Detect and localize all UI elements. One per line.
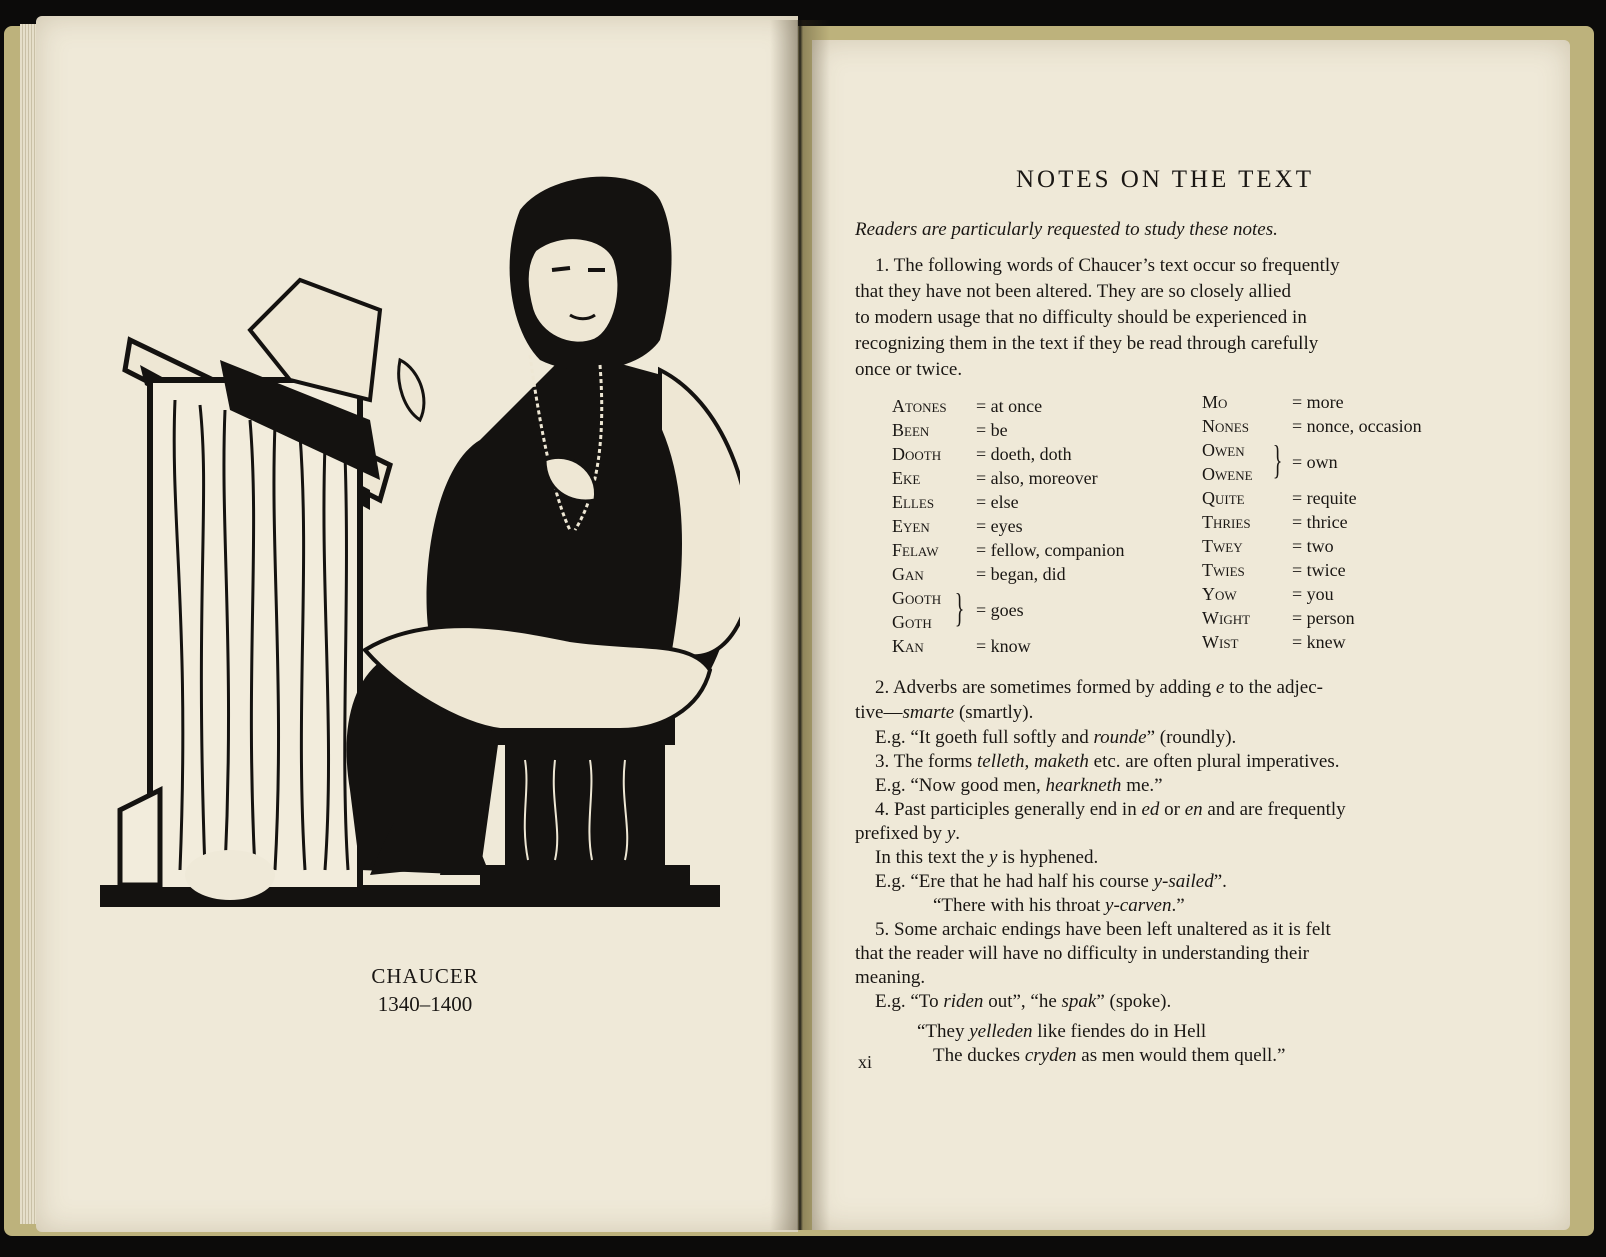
note-text: tive— — [855, 702, 903, 723]
note-4-example-1 — [875, 870, 1227, 894]
note-italic: hearkneth — [1045, 775, 1122, 796]
note-text: prefixed by — [855, 823, 947, 844]
intro-line — [855, 218, 1475, 242]
glossary-left — [892, 396, 1182, 666]
note-4-cont — [855, 822, 960, 846]
glossary-word: Been — [892, 420, 930, 440]
note-1-line: to modern usage that no difficulty should be experienced in — [855, 307, 1307, 328]
glossary-word: Yow — [1202, 584, 1237, 604]
glossary-meaning: = know — [976, 636, 1031, 656]
note-text: E.g. “It goeth full softly and — [875, 727, 1094, 748]
note-text: , — [1024, 751, 1035, 772]
note-text: “There with his throat — [933, 895, 1106, 916]
quote-line-1 — [917, 1020, 1206, 1044]
note-text: . — [955, 823, 960, 844]
page-title: NOTES ON THE TEXT — [1016, 166, 1314, 193]
note-text: E.g. “Now good men, — [875, 775, 1046, 796]
glossary-meaning: = requite — [1292, 488, 1357, 508]
glossary-meaning: = knew — [1292, 632, 1346, 652]
note-italic: smarte — [902, 702, 955, 723]
glossary-meaning: = began, did — [976, 564, 1066, 584]
glossary-word: Eke — [892, 468, 921, 488]
glossary-word: Goth — [892, 612, 932, 632]
note-1-line: once or twice. — [855, 359, 963, 380]
note-2-cont — [855, 701, 1033, 725]
caption-dates: 1340–1400 — [377, 992, 473, 1016]
note-text: E.g. “To — [875, 991, 944, 1012]
note-italic: ed — [1141, 799, 1160, 820]
glossary-word: Thries — [1202, 512, 1251, 532]
note-text: to the adjec- — [1224, 677, 1323, 698]
note-text: out”, “he — [983, 991, 1062, 1012]
note-2 — [875, 676, 1323, 700]
notes-body — [855, 676, 1475, 1076]
glossary-word: Owene — [1202, 464, 1253, 484]
note-text: In this text the — [875, 847, 989, 868]
quote-line-2 — [933, 1044, 1285, 1068]
glossary-word: Wight — [1202, 608, 1251, 628]
note-4 — [875, 798, 1346, 822]
note-italic: yelleden — [969, 1021, 1033, 1042]
glossary-word: Quite — [1202, 488, 1245, 508]
glossary-meaning: = person — [1292, 608, 1355, 628]
note-italic: e — [1215, 677, 1225, 698]
glossary-meaning: = thrice — [1292, 512, 1348, 532]
caption-name: CHAUCER — [371, 964, 479, 988]
glossary-meaning: = more — [1292, 392, 1344, 412]
glossary-word: Mo — [1202, 392, 1228, 412]
note-2-example — [875, 726, 1236, 750]
glossary-meaning: = goes — [976, 600, 1024, 620]
note-italic: maketh — [1034, 751, 1089, 772]
note-5-example — [875, 990, 1171, 1014]
note-1-line: that they have not been altered. They are so closely allied — [855, 281, 1291, 302]
note-text: is hyphened. — [997, 847, 1099, 868]
note-text: ”. — [1213, 871, 1227, 892]
glossary-meaning: = be — [976, 420, 1008, 440]
glossary-meaning: = fellow, companion — [976, 540, 1125, 560]
note-text: “They — [917, 1021, 970, 1042]
glossary-meaning: = twice — [1292, 560, 1346, 580]
note-italic: y-carven — [1105, 895, 1172, 916]
note-5-cont: that the reader will have no difficulty in understanding their — [855, 943, 1309, 964]
note-text: 3. The forms — [875, 751, 978, 772]
note-text: or — [1159, 799, 1185, 820]
brace-icon: } — [1272, 437, 1283, 482]
glossary-word: Dooth — [892, 444, 942, 464]
glossary-meaning: = two — [1292, 536, 1334, 556]
glossary-meaning: = doeth, doth — [976, 444, 1072, 464]
glossary-word: Wist — [1202, 632, 1239, 652]
note-text: me.” — [1121, 775, 1163, 796]
note-text: like fiendes do in Hell — [1032, 1021, 1207, 1042]
note-1-line: recognizing them in the text if they be read through carefully — [855, 333, 1319, 354]
note-text: 4. Past participles generally end in — [875, 799, 1142, 820]
note-text: (smartly). — [954, 702, 1034, 723]
note-text: etc. are often plural imperatives. — [1088, 751, 1340, 772]
note-italic: y — [988, 847, 998, 868]
glossary-word: Twey — [1202, 536, 1243, 556]
note-text: 2. Adverbs are sometimes formed by adding — [875, 677, 1216, 698]
glossary-word: Gan — [892, 564, 924, 584]
note-text: and are frequently — [1202, 799, 1346, 820]
note-text: ” (roundly). — [1146, 727, 1237, 748]
glossary-meaning: = at once — [976, 396, 1043, 416]
note-3-example — [875, 774, 1163, 798]
glossary-word: Kan — [892, 636, 924, 656]
glossary-meaning: = nonce, occasion — [1292, 416, 1422, 436]
note-italic: spak — [1061, 991, 1097, 1012]
glossary-right — [1202, 392, 1472, 662]
note-italic: y — [946, 823, 956, 844]
note-5: 5. Some archaic endings have been left unaltered as it is felt — [875, 919, 1331, 940]
note-italic: y-sailed — [1153, 871, 1214, 892]
note-4-example-2 — [933, 894, 1185, 918]
intro-text: Readers are particularly requested to study these notes. — [855, 219, 1278, 240]
illustration-caption — [300, 962, 550, 1018]
glossary-meaning: = own — [1292, 452, 1338, 472]
glossary-word: Gooth — [892, 588, 942, 608]
chaucer-woodcut-illustration — [100, 170, 740, 950]
glossary-word: Eyen — [892, 516, 930, 536]
note-text: as men would them quell.” — [1076, 1045, 1286, 1066]
note-text: The duckes — [933, 1045, 1025, 1066]
note-italic: telleth — [977, 751, 1025, 772]
book-gutter — [770, 20, 830, 1230]
note-text: .” — [1171, 895, 1185, 916]
note-5-cont: meaning. — [855, 967, 926, 988]
page-number: xi — [858, 1052, 873, 1072]
note-italic: riden — [943, 991, 984, 1012]
note-4-hyphen — [875, 846, 1098, 870]
note-italic: cryden — [1024, 1045, 1077, 1066]
note-italic: en — [1184, 799, 1203, 820]
glossary-meaning: = also, moreover — [976, 468, 1098, 488]
brace-icon: } — [954, 585, 965, 630]
note-3 — [875, 750, 1339, 774]
note-1-line: 1. The following words of Chaucer’s text occur so frequently — [875, 255, 1340, 276]
note-text: E.g. “Ere that he had half his course — [875, 871, 1154, 892]
glossary-word: Nones — [1202, 416, 1249, 436]
note-italic: rounde — [1093, 727, 1147, 748]
glossary-meaning: = you — [1292, 584, 1334, 604]
glossary-meaning: = eyes — [976, 516, 1023, 536]
note-text: ” (spoke). — [1096, 991, 1172, 1012]
glossary-word: Twies — [1202, 560, 1245, 580]
glossary-word: Atones — [892, 396, 947, 416]
glossary-word: Felaw — [892, 540, 939, 560]
glossary-meaning: = else — [976, 492, 1019, 512]
glossary-word: Owen — [1202, 440, 1245, 460]
glossary-word: Elles — [892, 492, 935, 512]
